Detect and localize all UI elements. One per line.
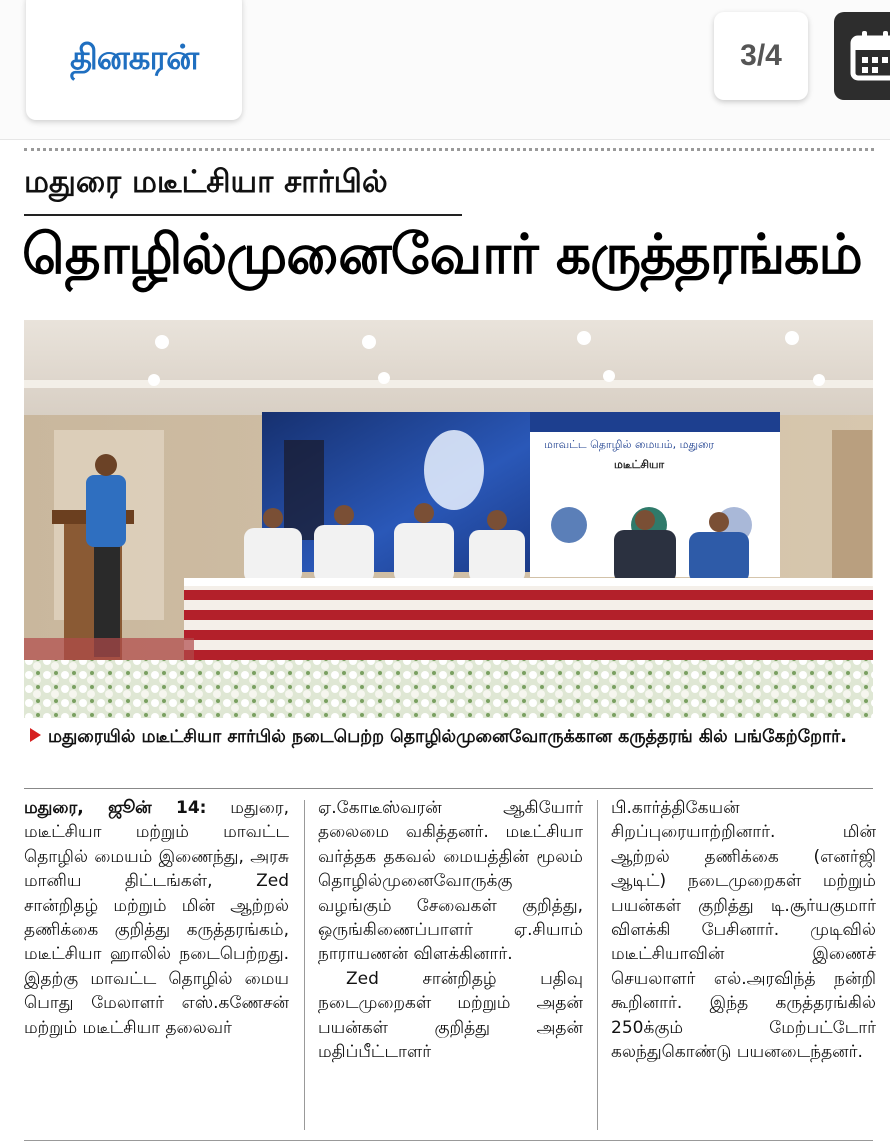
article-headline: தொழில்முனைவோர் கருத்தரங்கம் xyxy=(22,222,862,286)
photo-caption xyxy=(24,724,873,750)
article-column-3 xyxy=(611,796,876,1064)
caption-arrow-icon xyxy=(30,728,41,742)
article-column-1 xyxy=(24,796,289,1040)
column-divider xyxy=(597,800,598,1130)
article-body xyxy=(24,796,876,1136)
dateline: மதுரை, ஜூன் 14: xyxy=(24,798,207,818)
logo-card[interactable] xyxy=(26,0,242,120)
column-divider xyxy=(304,800,305,1130)
photo-caption-text: மதுரையில் மடீட்சியா சார்பில் நடைபெற்ற தொழில்முனைவோருக்கான கருத்தரங் கில் பங்கேற்றோர். xyxy=(48,727,847,747)
banner-title: மாவட்ட தொழில் மையம், மதுரை xyxy=(544,438,715,451)
article-photo xyxy=(24,320,873,718)
calendar-button[interactable] xyxy=(834,12,890,100)
kicker-underline xyxy=(24,214,462,216)
column-1-text: மதுரை, மடீட்சியா மற்றும் மாவட்ட தொழில் மையம் இணைந்து, அரசு மானிய திட்டங்கள், Zed சான்றிதழ் மற்றும் மின் ஆற்றல் தணிக்கை குறித்து கருத்தரங்கம், மடீட்சியா ஹாலில் நடைபெற்றது. இதற்கு மாவட்ட தொழில் மைய பொது மேலாளர் எஸ்.கணேசன் மற்றும் மடீட்சியா தலைவர் xyxy=(24,798,289,1038)
caption-divider xyxy=(24,788,873,789)
newspaper-logo: தினகரன் xyxy=(69,38,199,78)
article-kicker: மதுரை மடீட்சியா சார்பில் xyxy=(24,164,388,200)
column-3-text: பி.கார்த்திகேயன் சிறப்புரையாற்றினார். மின் ஆற்றல் தணிக்கை (எனர்ஜி ஆடிட்) நடைமுறைகள் மற்றும் பயன்கள் குறித்து டி.சூர்யகுமார் விளக்கி பேசினார். முடிவில் மடீட்சியாவின் இணைச் செயலாளர் எல்.அரவிந்த் நன்றி கூறினார். இந்த கருத்தரங்கில் 250க்கும் மேற்பட்டோர் கலந்துகொண்டு பயனடைந்தனர். xyxy=(611,798,876,1063)
page-indicator-text: 3/4 xyxy=(740,39,782,72)
section-divider xyxy=(24,148,874,151)
column-2-text-a: ஏ.கோடீஸ்வரன் ஆகியோர் தலைமை வகித்தனர். மடீட்சியா வர்த்தக தகவல் மையத்தின் மூலம் தொழில்முனைவோருக்கு வழங்கும் சேவைகள் குறித்து, ஒருங்கிணைப்பாளர் ஏ.சியாம் நாராயணன் விளக்கினார். xyxy=(318,798,583,965)
column-2-text-b: Zed சான்றிதழ் பதிவு நடைமுறைகள் மற்றும் அதன் பயன்கள் குறித்து அதன் மதிப்பீட்டாளர் xyxy=(318,968,583,1063)
calendar-icon xyxy=(850,30,890,82)
page-indicator[interactable] xyxy=(714,12,808,100)
banner-subtitle: மடீட்சியா xyxy=(614,458,665,471)
article-column-2 xyxy=(318,796,583,1064)
bottom-divider xyxy=(24,1140,873,1141)
top-bar xyxy=(0,0,890,140)
